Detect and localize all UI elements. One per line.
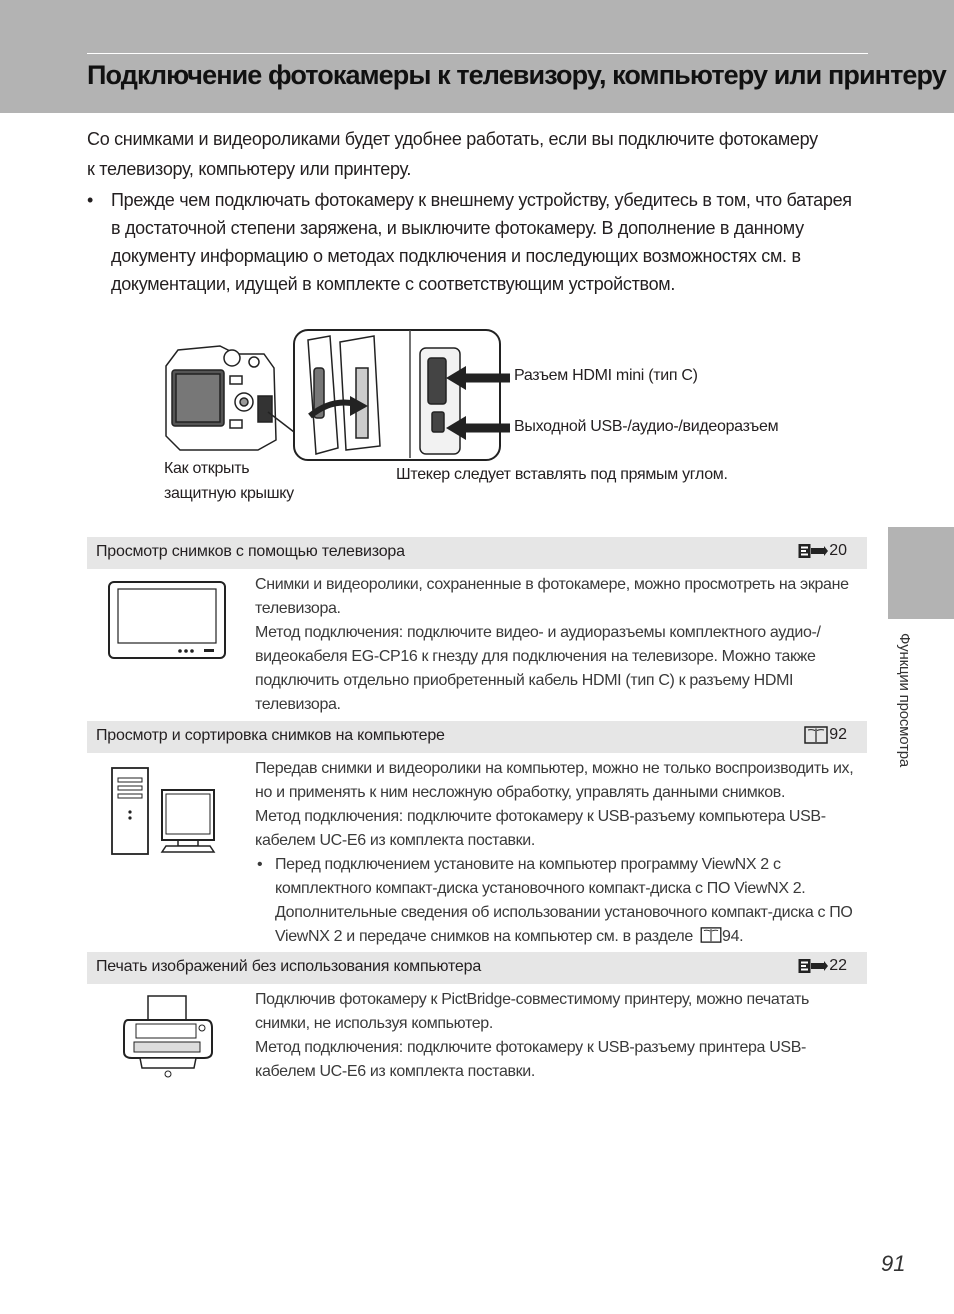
cover-caption-line-2: защитную крышку	[164, 485, 294, 502]
book-icon	[700, 927, 722, 943]
hdmi-connector-label: Разъем HDMI mini (тип C)	[514, 367, 698, 384]
chapter-side-tab[interactable]	[888, 527, 954, 619]
printer-section-ref-page: 22	[829, 957, 847, 974]
printer-section-method: Метод подключения: подключите фотокамеру к USB-разъему принтера USB-кабелем UC-E6 из комплекта поставки.	[255, 1039, 807, 1080]
intro-line-2: к телевизору, компьютеру или принтеру.	[87, 159, 412, 179]
bullet-marker: •	[257, 856, 263, 873]
tv-section-reference[interactable]	[798, 542, 847, 560]
battery-note-text: Прежде чем подключать фотокамеру к внешнему устройству, убедитесь в том, что батарея в достаточной степени заряжена, и выключите фотокамеру. В дополнение в данному документу информацию о методах подключения и последующих возможностях см. в документации, идущей в комплекте с соответствующим устройством.	[111, 190, 852, 294]
printer-icon	[120, 994, 216, 1078]
computer-section-reference[interactable]	[804, 726, 847, 744]
printer-section-description: Подключив фотокамеру к PictBridge-совместимому принтеру, можно печатать снимки, не используя компьютер.	[255, 991, 810, 1032]
viewnx-note-ref-page[interactable]: 94.	[722, 928, 744, 945]
computer-icon	[110, 766, 222, 858]
reference-section-icon	[798, 957, 828, 975]
television-icon	[108, 581, 226, 659]
computer-section-method: Метод подключения: подключите фотокамеру к USB-разъему компьютера USB-кабелем UC-E6 из комплекта поставки.	[255, 808, 826, 849]
viewnx-note	[255, 853, 860, 949]
intro-line-1: Со снимками и видеороликами будет удобнее работать, если вы подключите фотокамеру	[87, 129, 818, 149]
tv-section-body	[255, 573, 860, 717]
printer-section-reference[interactable]	[798, 957, 847, 975]
plug-angle-note: Штекер следует вставлять под прямым углом.	[396, 466, 728, 483]
computer-section-title: Просмотр и сортировка снимков на компьютере	[96, 727, 445, 744]
tv-section-header	[87, 537, 867, 569]
usb-connector-label: Выходной USB-/аудио-/видеоразъем	[514, 418, 779, 435]
computer-section-body	[255, 757, 860, 949]
tv-section-description: Снимки и видеоролики, сохраненные в фотокамере, можно просмотреть на экране телевизора.	[255, 576, 849, 617]
printer-section-body	[255, 988, 860, 1084]
tv-section-method: Метод подключения: подключите видео- и аудиоразъемы комплектного аудио-/видеокабеля EG-CP16 к гнезду для подключения на телевизоре. Можно также подключить отдельно приобретенный кабель HDMI (тип C) к разъему HDMI телевизора.	[255, 624, 821, 713]
reference-section-icon	[798, 542, 828, 560]
cover-caption-line-1: Как открыть	[164, 460, 250, 477]
connector-illustration	[160, 328, 520, 473]
viewnx-note-text: Перед подключением установите на компьютер программу ViewNX 2 с комплектного компакт-диска установочного компакт-диска с ПО ViewNX 2. Дополнительные сведения об использовании установочного компакт-диска с ПО ViewNX 2 и передаче снимков на компьютер см. в разделе	[275, 856, 853, 945]
camera-icon	[166, 346, 276, 450]
tv-section-ref-page: 20	[829, 542, 847, 559]
camera-connector-drawing	[160, 328, 520, 468]
printer-section-title: Печать изображений без использования компьютера	[96, 958, 482, 975]
book-icon	[804, 726, 828, 744]
header-band	[0, 0, 954, 113]
header-rule	[87, 53, 868, 54]
bullet-marker: •	[87, 190, 94, 210]
computer-section-description: Передав снимки и видеоролики на компьютер, можно не только воспроизводить их, но и применять к ним несложную обработку, управлять данными снимков.	[255, 760, 854, 801]
page-number: 91	[881, 1251, 906, 1276]
tv-section-title: Просмотр снимков с помощью телевизора	[96, 543, 405, 560]
printer-section-header	[87, 952, 867, 984]
computer-section-header	[87, 721, 867, 753]
intro-paragraph	[87, 124, 847, 184]
page-title: Подключение фотокамеры к телевизору, компьютеру или принтеру	[87, 60, 946, 90]
chapter-side-label: Функции просмотра	[896, 633, 913, 768]
computer-section-ref-page: 92	[829, 726, 847, 743]
